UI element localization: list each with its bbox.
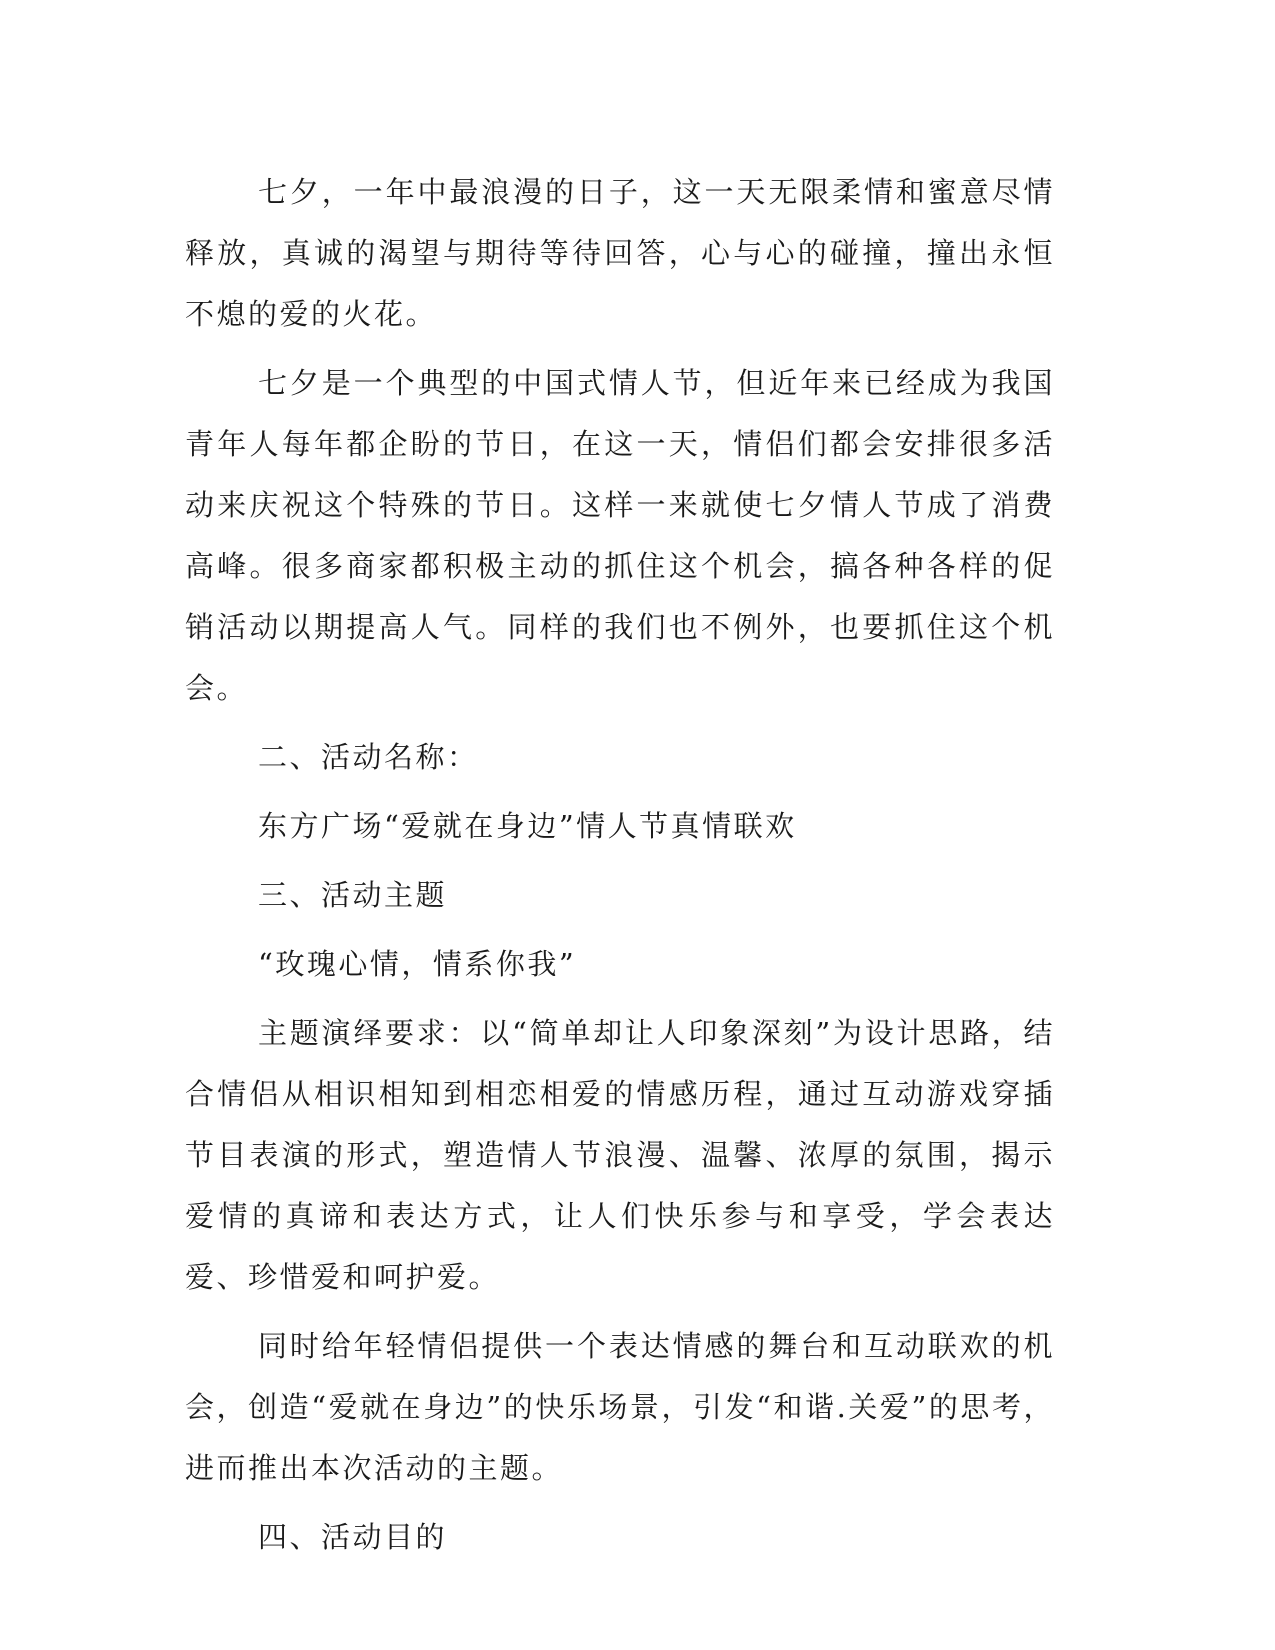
activity-theme: “玫瑰心情，情系你我” bbox=[258, 947, 577, 981]
document-body bbox=[185, 162, 1055, 1576]
paragraph-stage-opportunity: 同时给年轻情侣提供一个表达情感的舞台和互动联欢的机会，创造“爱就在身边”的快乐场景，引发“和谐.关爱”的思考，进而推出本次活动的主题。 bbox=[185, 1329, 1055, 1485]
paragraph-background: 七夕是一个典型的中国式情人节，但近年来已经成为我国青年人每年都企盼的节日，在这一天，情侣们都会安排很多活动来庆祝这个特殊的节日。这样一来就使七夕情人节成了消费高峰。很多商家都积极主动的抓住这个机会，搞各种各样的促销活动以期提高人气。同样的我们也不例外，也要抓住这个机会。 bbox=[185, 366, 1055, 705]
section-heading-activity-name: 二、活动名称： bbox=[258, 740, 479, 774]
paragraph-intro: 七夕，一年中最浪漫的日子，这一天无限柔情和蜜意尽情释放，真诚的渴望与期待等待回答，心与心的碰撞，撞出永恒不熄的爱的火花。 bbox=[185, 175, 1055, 331]
section-heading-activity-purpose: 四、活动目的 bbox=[258, 1520, 448, 1554]
section-heading-activity-theme: 三、活动主题 bbox=[258, 878, 448, 912]
activity-name: 东方广场“爱就在身边”情人节真情联欢 bbox=[258, 809, 797, 843]
paragraph-theme-requirements: 主题演绎要求：以“简单却让人印象深刻”为设计思路，结合情侣从相识相知到相恋相爱的情感历程，通过互动游戏穿插节目表演的形式，塑造情人节浪漫、温馨、浓厚的氛围，揭示爱情的真谛和表达方式，让人们快乐参与和享受，学会表达爱、珍惜爱和呵护爱。 bbox=[185, 1016, 1055, 1294]
